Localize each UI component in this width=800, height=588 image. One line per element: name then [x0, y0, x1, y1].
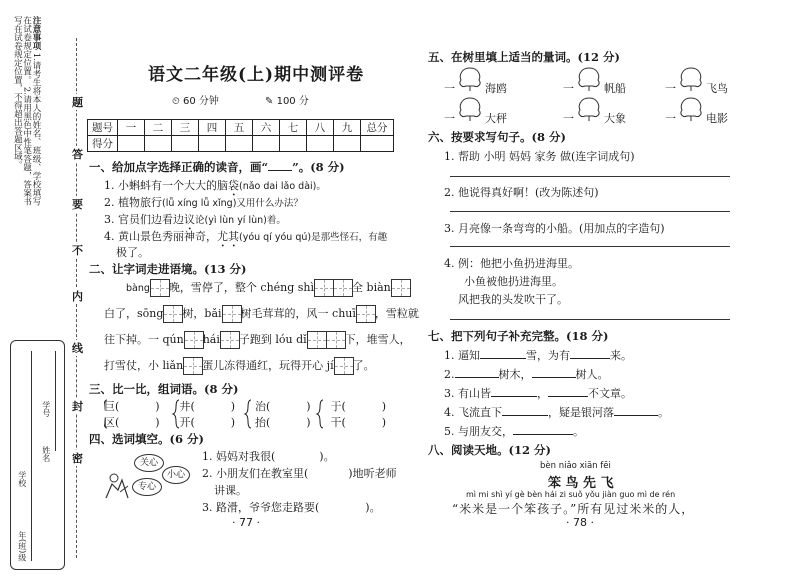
char-box[interactable] — [307, 331, 327, 349]
s2-text: 下，堆雪人， — [344, 333, 411, 346]
score-input[interactable] — [172, 136, 199, 152]
s1-choice[interactable]: (yóu qí yóu qú)是那些怪石，有趣 — [239, 232, 388, 243]
s7-blank[interactable] — [614, 415, 658, 416]
s7-text: ， — [537, 387, 548, 400]
s7-text: 3. 有山皆 — [444, 387, 491, 400]
section-4-title: 四、选词填空。(6 分) — [89, 432, 204, 446]
word-bubble-zhuanxin[interactable]: 专心 — [132, 478, 162, 496]
time-meta — [172, 92, 219, 107]
notice-line-2: 2.请用黑色中性笔答题，答案书写在试卷规定位置，不得超出答题区域。 — [12, 16, 32, 206]
s7-text: 4. 飞流直下 — [444, 406, 502, 419]
s2-line-2 — [104, 305, 419, 323]
s5-dash: 一 — [665, 112, 676, 125]
section-6-title: 六、按要求写句子。(8 分) — [428, 130, 566, 144]
s1-text: 4. 黄山景色秀丽神奇， — [104, 230, 217, 243]
trophy-icon: ✎ — [265, 96, 274, 107]
section-5-title: 五、在树里填上适当的量词。(12 分) — [428, 50, 620, 64]
score-table — [87, 119, 394, 152]
tree-icon[interactable] — [576, 66, 602, 92]
s3-cell[interactable]: 于( ) — [330, 400, 387, 413]
s3-cell[interactable]: 区( ) — [104, 416, 160, 429]
section-1-title-text: 一、给加点字选择正确的读音，画“ — [89, 160, 269, 174]
section-7-title: 七、把下列句子补充完整。(18 分) — [428, 329, 609, 343]
tree-icon[interactable] — [678, 96, 704, 122]
score-cell: 三 — [172, 120, 199, 136]
s2-text: 打雪仗，小 liǎn — [104, 359, 184, 372]
score-cell: 四 — [199, 120, 226, 136]
s5-noun: 海鸥 — [485, 82, 507, 95]
story-pinyin-line: mì mi shì yí gè bèn hái zi suǒ yǒu jiàn guo mì de rén — [466, 490, 676, 499]
s1-item-2 — [104, 194, 303, 210]
s6-q4-example: 4. 例：他把小鱼扔进海里。 — [444, 257, 579, 270]
score-input[interactable] — [361, 136, 394, 152]
page-number-left: · 77 · — [232, 516, 260, 529]
s7-text: 1. 逼知 — [444, 349, 480, 362]
score-cell: 七 — [280, 120, 307, 136]
section-1-title — [89, 159, 345, 175]
s5-noun: 电影 — [706, 112, 728, 125]
answer-line[interactable] — [450, 211, 730, 212]
s7-text: 2. — [444, 368, 455, 381]
s7-item-4 — [444, 404, 669, 420]
student-number-label: 学号 — [41, 401, 51, 417]
s4-text: )。 — [319, 450, 335, 463]
tree-icon[interactable] — [576, 96, 602, 122]
score-cell: 总分 — [361, 120, 394, 136]
s5-dash: 一 — [563, 112, 574, 125]
section-8-title: 八、阅读天地。(12 分) — [428, 443, 551, 457]
s3-cell[interactable]: 抬( ) — [255, 416, 311, 429]
score-cell: 二 — [145, 120, 172, 136]
answer-line[interactable] — [450, 319, 730, 320]
score-cell: 六 — [253, 120, 280, 136]
right-page — [400, 0, 800, 588]
char-box[interactable] — [183, 357, 203, 375]
seal-char: 密 — [72, 452, 83, 465]
score-meta — [265, 92, 309, 107]
char-box[interactable] — [314, 279, 334, 297]
notice-box — [10, 16, 40, 206]
char-box[interactable] — [222, 305, 242, 323]
word-bubble-guanxin[interactable]: 关心 — [134, 454, 164, 472]
score-table-score-row — [88, 136, 394, 152]
word-bubble-xiaoxin[interactable]: 小心 — [162, 466, 190, 484]
s5-noun: 飞鸟 — [706, 82, 728, 95]
s4-item-3 — [202, 499, 381, 515]
s7-blank[interactable] — [455, 377, 499, 378]
s2-text: 晚，雪停了，整个 chéng shì — [168, 281, 315, 294]
notice-line-1: 1.请考生将本人的姓名、班级、学校填写在试卷规定位置。 — [21, 16, 41, 206]
s5-noun: 大秤 — [485, 112, 507, 125]
s1-text: 1. 小蝌蚪有一个大大的脑 — [104, 179, 228, 192]
school-label: 学校 — [17, 471, 27, 487]
s2-text: 子跑到 lóu dǐ — [238, 333, 307, 346]
score-input[interactable] — [199, 136, 226, 152]
exam-title: 语文二年级(上)期中测评卷 — [148, 65, 365, 85]
s1-item-4-cont: 极了。 — [116, 246, 149, 259]
s4-text: 1. 妈妈对我很( — [202, 450, 276, 463]
seal-char: 要 — [72, 198, 83, 211]
s1-choice[interactable]: (lǚ xíng lǚ xǐng)又用什么办法？ — [162, 198, 303, 209]
score-input[interactable] — [280, 136, 307, 152]
score-input[interactable] — [226, 136, 253, 152]
s7-text: 。 — [573, 425, 584, 438]
s4-text: )地听老师 — [348, 467, 397, 480]
s4-item-2-cont: 讲课。 — [214, 484, 247, 497]
seal-char: 内 — [72, 290, 83, 303]
class-label: 年(班)级 — [17, 531, 27, 562]
story-text-line: “米米是一个笨孩子。”所有见过米米的人， — [452, 502, 695, 516]
char-box[interactable] — [184, 331, 204, 349]
seal-char: 封 — [72, 400, 83, 413]
score-value: 100 分 — [276, 96, 309, 107]
s2-text: ，雪粒就 — [374, 307, 419, 320]
s7-text: 树木， — [498, 368, 532, 381]
s7-item-1 — [444, 347, 632, 363]
s7-text: 树人。 — [575, 368, 609, 381]
s7-blank[interactable] — [502, 415, 548, 416]
s3-cell[interactable]: 巨( ) — [104, 400, 160, 413]
s4-item-1 — [202, 448, 335, 464]
s4-text: 2. 小朋友们在教室里( — [202, 467, 309, 480]
clock-icon: ⏲ — [172, 96, 180, 107]
s2-line-1 — [126, 279, 410, 297]
score-cell: 题号 — [88, 120, 118, 136]
tree-icon[interactable] — [457, 66, 483, 92]
info-fill-line — [55, 351, 56, 451]
answer-line[interactable] — [450, 246, 730, 247]
score-cell: 八 — [307, 120, 334, 136]
s3-cell[interactable]: 开( ) — [179, 416, 236, 429]
s7-blank[interactable] — [513, 434, 573, 435]
s7-blank[interactable] — [491, 396, 537, 397]
s1-choice[interactable]: 论(yì lùn yí lùn)着。 — [195, 215, 286, 226]
char-box[interactable] — [326, 331, 346, 349]
score-input[interactable] — [145, 136, 172, 152]
seal-char: 线 — [72, 342, 83, 355]
s5-noun: 大象 — [604, 112, 626, 125]
char-box[interactable] — [220, 331, 240, 349]
score-cell: 一 — [118, 120, 145, 136]
char-box[interactable] — [356, 305, 376, 323]
section-1-title-tail: ”。(8 分) — [292, 160, 345, 174]
s5-dash: 一 — [665, 82, 676, 95]
student-info-box — [10, 340, 65, 570]
s7-text: 。 — [658, 406, 669, 419]
s5-dash: 一 — [444, 82, 455, 95]
s5-dash: 一 — [444, 112, 455, 125]
score-input[interactable] — [334, 136, 361, 152]
s3-cell[interactable]: 井( ) — [179, 400, 236, 413]
s1-text: 2. 植物旅行 — [104, 196, 162, 209]
s7-text: 来。 — [610, 349, 632, 362]
s4-text: )。 — [365, 501, 381, 514]
s7-item-3 — [444, 385, 632, 401]
s6-q4-example-b: 小鱼被他扔进海里。 — [464, 275, 563, 288]
char-box[interactable] — [163, 305, 183, 323]
underline-sample — [268, 170, 292, 171]
tree-icon[interactable] — [678, 66, 704, 92]
info-fill-line — [31, 351, 32, 561]
story-title: 笨 鸟 先 飞 — [548, 476, 614, 491]
s2-line-4 — [104, 357, 375, 375]
s2-text: 蛋儿冻得通红，玩得开心 jí — [202, 359, 334, 372]
s5-dash: 一 — [563, 82, 574, 95]
bracket-marks — [104, 398, 404, 430]
s2-text: 树，bǎi — [182, 307, 222, 320]
s2-text: hái — [202, 333, 220, 346]
s7-blank[interactable] — [548, 396, 588, 397]
s2-text: 了。 — [352, 359, 375, 372]
s1-dot-char: 袋 — [228, 179, 239, 192]
seal-char: 不 — [72, 244, 83, 257]
char-box[interactable] — [334, 357, 354, 375]
pinyin: bàng — [126, 283, 150, 294]
tree-icon[interactable] — [457, 96, 483, 122]
s5-noun: 帆船 — [604, 82, 626, 95]
s1-dot-char: 议 — [184, 213, 195, 226]
s7-text: 5. 与朋友交， — [444, 425, 513, 438]
s2-text: 往下掉。一 qún — [104, 333, 184, 346]
story-title-pinyin: bèn niǎo xiān fēi — [540, 461, 611, 471]
s6-q1: 1. 帮助 小明 妈妈 家务 做(连字词成句) — [444, 150, 635, 163]
s1-text: 3. 官员们边看边 — [104, 213, 184, 226]
page-number-right: · 78 · — [566, 516, 594, 529]
time-value: 60 分钟 — [183, 96, 219, 107]
s3-cell[interactable]: 治( ) — [255, 400, 311, 413]
s7-text: 不文章。 — [588, 387, 632, 400]
s4-text: 3. 路滑，爷爷您走路要( — [202, 501, 320, 514]
s7-blank[interactable] — [532, 377, 576, 378]
s7-item-5 — [444, 423, 584, 439]
s1-choice[interactable]: (nǎo dai lǎo dài)。 — [239, 181, 326, 192]
section-3-title: 三、比一比，组词语。(8 分) — [89, 382, 239, 396]
s6-q4-prompt: 风把我的头发吹干了。 — [458, 293, 568, 306]
score-cell: 五 — [226, 120, 253, 136]
s2-text: 白了，sōng — [104, 307, 164, 320]
score-cell: 九 — [334, 120, 361, 136]
seal-char: 答 — [72, 148, 83, 161]
score-cell: 得分 — [88, 136, 118, 152]
name-label: 姓名 — [41, 446, 51, 462]
s4-item-2 — [202, 465, 397, 481]
answer-line[interactable] — [450, 176, 730, 177]
score-table-header-row — [88, 120, 394, 136]
s1-dot-char: 尤其 — [217, 230, 239, 243]
s6-q2: 2. 他说得真好啊！(改为陈述句) — [444, 186, 599, 199]
char-box[interactable] — [333, 279, 353, 297]
s2-line-3 — [104, 331, 411, 349]
s2-text: 树毛茸茸的，风一 chuī — [240, 307, 356, 320]
s7-blank[interactable] — [570, 358, 610, 359]
char-box[interactable] — [150, 279, 170, 297]
s7-blank[interactable] — [480, 358, 526, 359]
score-input[interactable] — [118, 136, 145, 152]
s2-text: 全 biàn — [352, 281, 391, 294]
binding-strip — [8, 10, 86, 575]
s7-item-2 — [444, 366, 609, 382]
s7-text: ，疑是银河落 — [548, 406, 614, 419]
score-input[interactable] — [253, 136, 280, 152]
s6-q3: 3. 月亮像一条弯弯的小船。(用加点的字造句) — [444, 222, 665, 235]
s3-cell[interactable]: 干( ) — [330, 416, 387, 429]
seal-char: 题 — [72, 96, 83, 109]
bubble-illustration — [100, 448, 190, 508]
section-2-title: 二、让字词走进语境。(13 分) — [89, 262, 247, 276]
s7-text: 雪，为有 — [526, 349, 570, 362]
score-input[interactable] — [307, 136, 334, 152]
notice-heading: 注意事项 — [31, 16, 41, 50]
